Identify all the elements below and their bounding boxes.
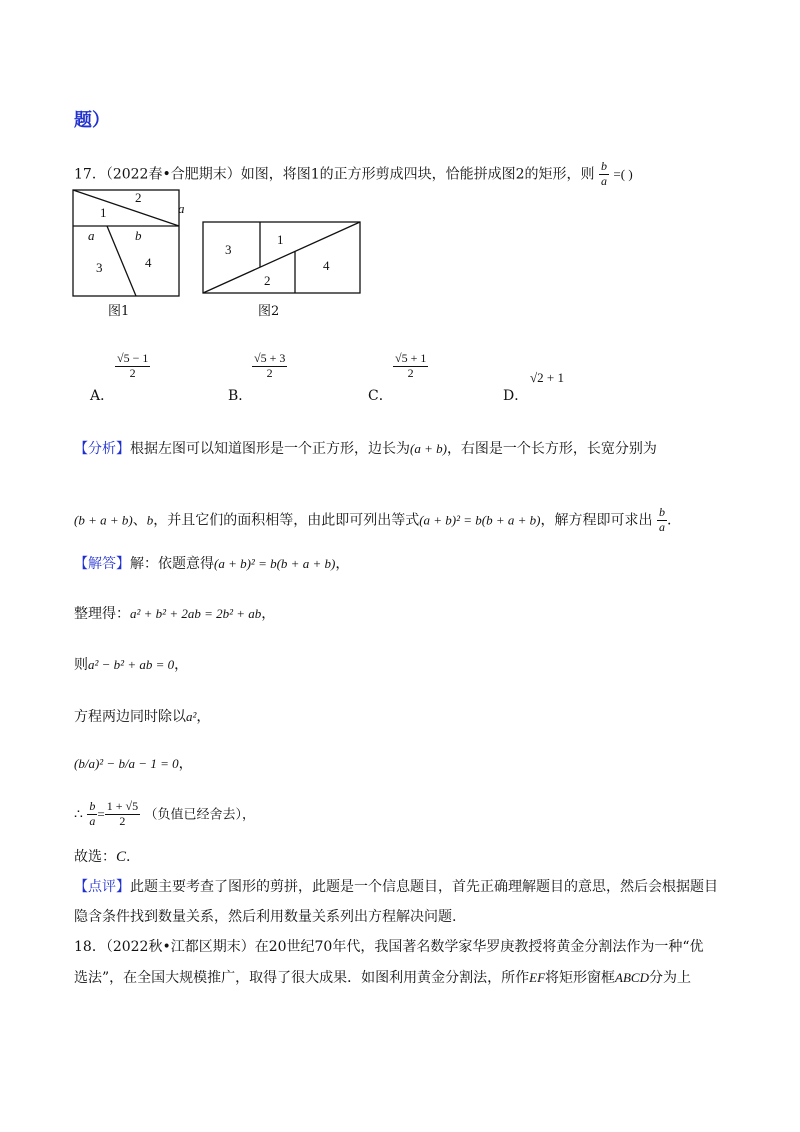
analysis-text-1: 根据左图可以知道图形是一个正方形，边长为 <box>130 441 410 457</box>
solution-answer: C <box>116 849 127 865</box>
analysis-math-3: b <box>146 512 154 528</box>
q18-text-2: 将矩形窗框 <box>545 970 616 986</box>
fig1-slant-cut <box>107 226 136 296</box>
solution-rhs-fraction <box>105 800 140 829</box>
comment-tag: 【点评】 <box>74 879 130 895</box>
therefore-symbol: ∴ <box>74 806 83 823</box>
fig1-caption: 图1 <box>108 304 130 319</box>
q18-text-1: 选法”，在全国大规模推广，取得了很大成果．如图利用黄金分割法，所作 <box>74 970 530 986</box>
analysis-end: . <box>666 512 672 529</box>
solution-line-4 <box>74 706 210 726</box>
solution-math-3: a² − b² + ab = 0 <box>88 657 175 672</box>
fig2-label-3: 3 <box>225 242 232 257</box>
option-a-letter[interactable]: A． <box>90 388 115 404</box>
solution-text-7: 故选： <box>74 849 116 865</box>
option-b-value[interactable] <box>252 352 287 381</box>
analysis-text-2: ，右图是一个长方形，长宽分别为 <box>446 441 657 457</box>
fig2-label-4: 4 <box>323 258 330 273</box>
option-b-den: 2 <box>266 365 273 380</box>
analysis-line-1 <box>74 438 657 458</box>
analysis-text-5: ，解方程即可求出 <box>540 512 653 529</box>
solution-math-2: a² + b² + 2ab = 2b² + ab <box>130 606 262 621</box>
fig1-label-2: 2 <box>135 190 142 205</box>
option-a-den: 2 <box>129 365 136 380</box>
fig1-label-4: 4 <box>145 255 152 270</box>
q17-stem-text: 17．（2022春•合肥期末）如图，将图1的正方形剪成四块，恰能拼成图2的矩形，则 <box>74 166 595 183</box>
fig2-label-2: 2 <box>264 273 271 288</box>
fig1-diagonal-cut <box>73 190 179 226</box>
solution-line-2 <box>74 603 275 623</box>
figure-2 <box>200 218 364 298</box>
analysis-tag: 【分析】 <box>74 441 130 457</box>
fig1-label-b: b <box>135 228 142 243</box>
solution-math-4: a² <box>186 709 197 724</box>
q17-stem-fraction <box>599 160 609 189</box>
fig1-label-1: 1 <box>100 205 107 220</box>
option-d-letter[interactable]: D． <box>503 388 529 404</box>
q18-math-abcd: ABCD <box>615 970 649 985</box>
solution-lhs-num: b <box>89 799 96 813</box>
option-c-num: √5 + 1 <box>395 351 427 365</box>
solution-lhs-fraction <box>87 800 97 829</box>
analysis-math-2: (b + a + b) <box>74 512 133 528</box>
comment-text-1: 此题主要考查了图形的剪拼，此题是一个信息题目，首先正确理解题目的意思，然后会根据题目 <box>130 879 718 895</box>
analysis-frac-den: a <box>658 519 665 534</box>
fig1-label-3: 3 <box>96 260 103 275</box>
q18-line-1: 18．（2022秋•江都区期末）在20世纪70年代，我国著名数学家华罗庚教授将黄金分割法作为一种“优 <box>74 939 704 955</box>
solution-end-3: ， <box>174 657 189 673</box>
fig2-caption: 图2 <box>258 304 280 319</box>
fig2-label-1: 1 <box>277 232 284 247</box>
q18-text-3: 分为上 <box>649 970 691 986</box>
solution-end-4: ， <box>196 709 211 725</box>
solution-text-3: 则 <box>74 657 88 673</box>
solution-math-5: (b/a)² − b/a − 1 = 0 <box>74 756 179 771</box>
solution-rhs-num: 1 + √5 <box>106 799 139 813</box>
analysis-math-4: (a + b)² = b(b + a + b) <box>419 512 541 528</box>
analysis-text-3: 、 <box>132 512 147 529</box>
solution-rhs-den: 2 <box>119 813 126 828</box>
solution-math-1: (a + b)² = b(b + a + b) <box>214 556 336 571</box>
option-d-value[interactable]: √2 + 1 <box>530 370 564 385</box>
q17-frac-den: a <box>600 173 607 188</box>
solution-tag: 【解答】 <box>74 556 130 572</box>
solution-line-6: ∴ $\frac{b}{a}$ = $\frac{1 + √5}{2}$ （负值已经舍去）， <box>74 799 256 828</box>
comment-line-2: 隐含条件找到数量关系，然后利用数量关系列出方程解决问题. <box>74 909 457 925</box>
q17-stem <box>74 160 633 189</box>
solution-end-2: ， <box>261 606 276 622</box>
option-c-letter[interactable]: C． <box>368 388 393 404</box>
fig1-label-a-side: a <box>178 201 185 216</box>
solution-line-5 <box>74 753 193 773</box>
comment-line-1 <box>74 876 718 896</box>
option-b-letter[interactable]: B． <box>228 388 253 404</box>
option-c-den: 2 <box>407 365 414 380</box>
solution-end-7: . <box>126 849 131 865</box>
analysis-math-1: (a + b) <box>410 441 447 456</box>
solution-text-2: 整理得： <box>74 606 130 622</box>
option-b-num: √5 + 3 <box>254 351 286 365</box>
solution-text-4: 方程两边同时除以 <box>74 709 186 725</box>
figure-1 <box>70 186 190 326</box>
q17-stem-suffix: =( ) <box>613 166 633 182</box>
analysis-text-4: ，并且它们的面积相等，由此即可列出等式 <box>153 512 420 529</box>
option-c-value[interactable] <box>393 352 428 381</box>
q18-math-ef: EF <box>529 970 546 985</box>
q18-line-2 <box>74 967 691 987</box>
solution-line-3 <box>74 654 188 674</box>
solution-lhs-den: a <box>89 813 96 828</box>
analysis-fraction <box>657 506 667 535</box>
option-a-value[interactable] <box>115 352 150 381</box>
solution-end-5: ， <box>178 756 193 772</box>
analysis-frac-num: b <box>658 505 665 519</box>
solution-text-1: 解：依题意得 <box>130 556 214 572</box>
solution-line-1 <box>74 553 349 573</box>
solution-note: （负值已经舍去）， <box>144 807 256 823</box>
analysis-line-2 <box>74 506 671 535</box>
fig1-label-a-bottom: a <box>88 228 95 243</box>
solution-line-7 <box>74 846 130 866</box>
section-heading: 题） <box>74 110 110 131</box>
solution-end-1: ， <box>335 556 350 572</box>
option-a-num: √5 − 1 <box>117 351 149 365</box>
q17-frac-num: b <box>600 159 607 173</box>
